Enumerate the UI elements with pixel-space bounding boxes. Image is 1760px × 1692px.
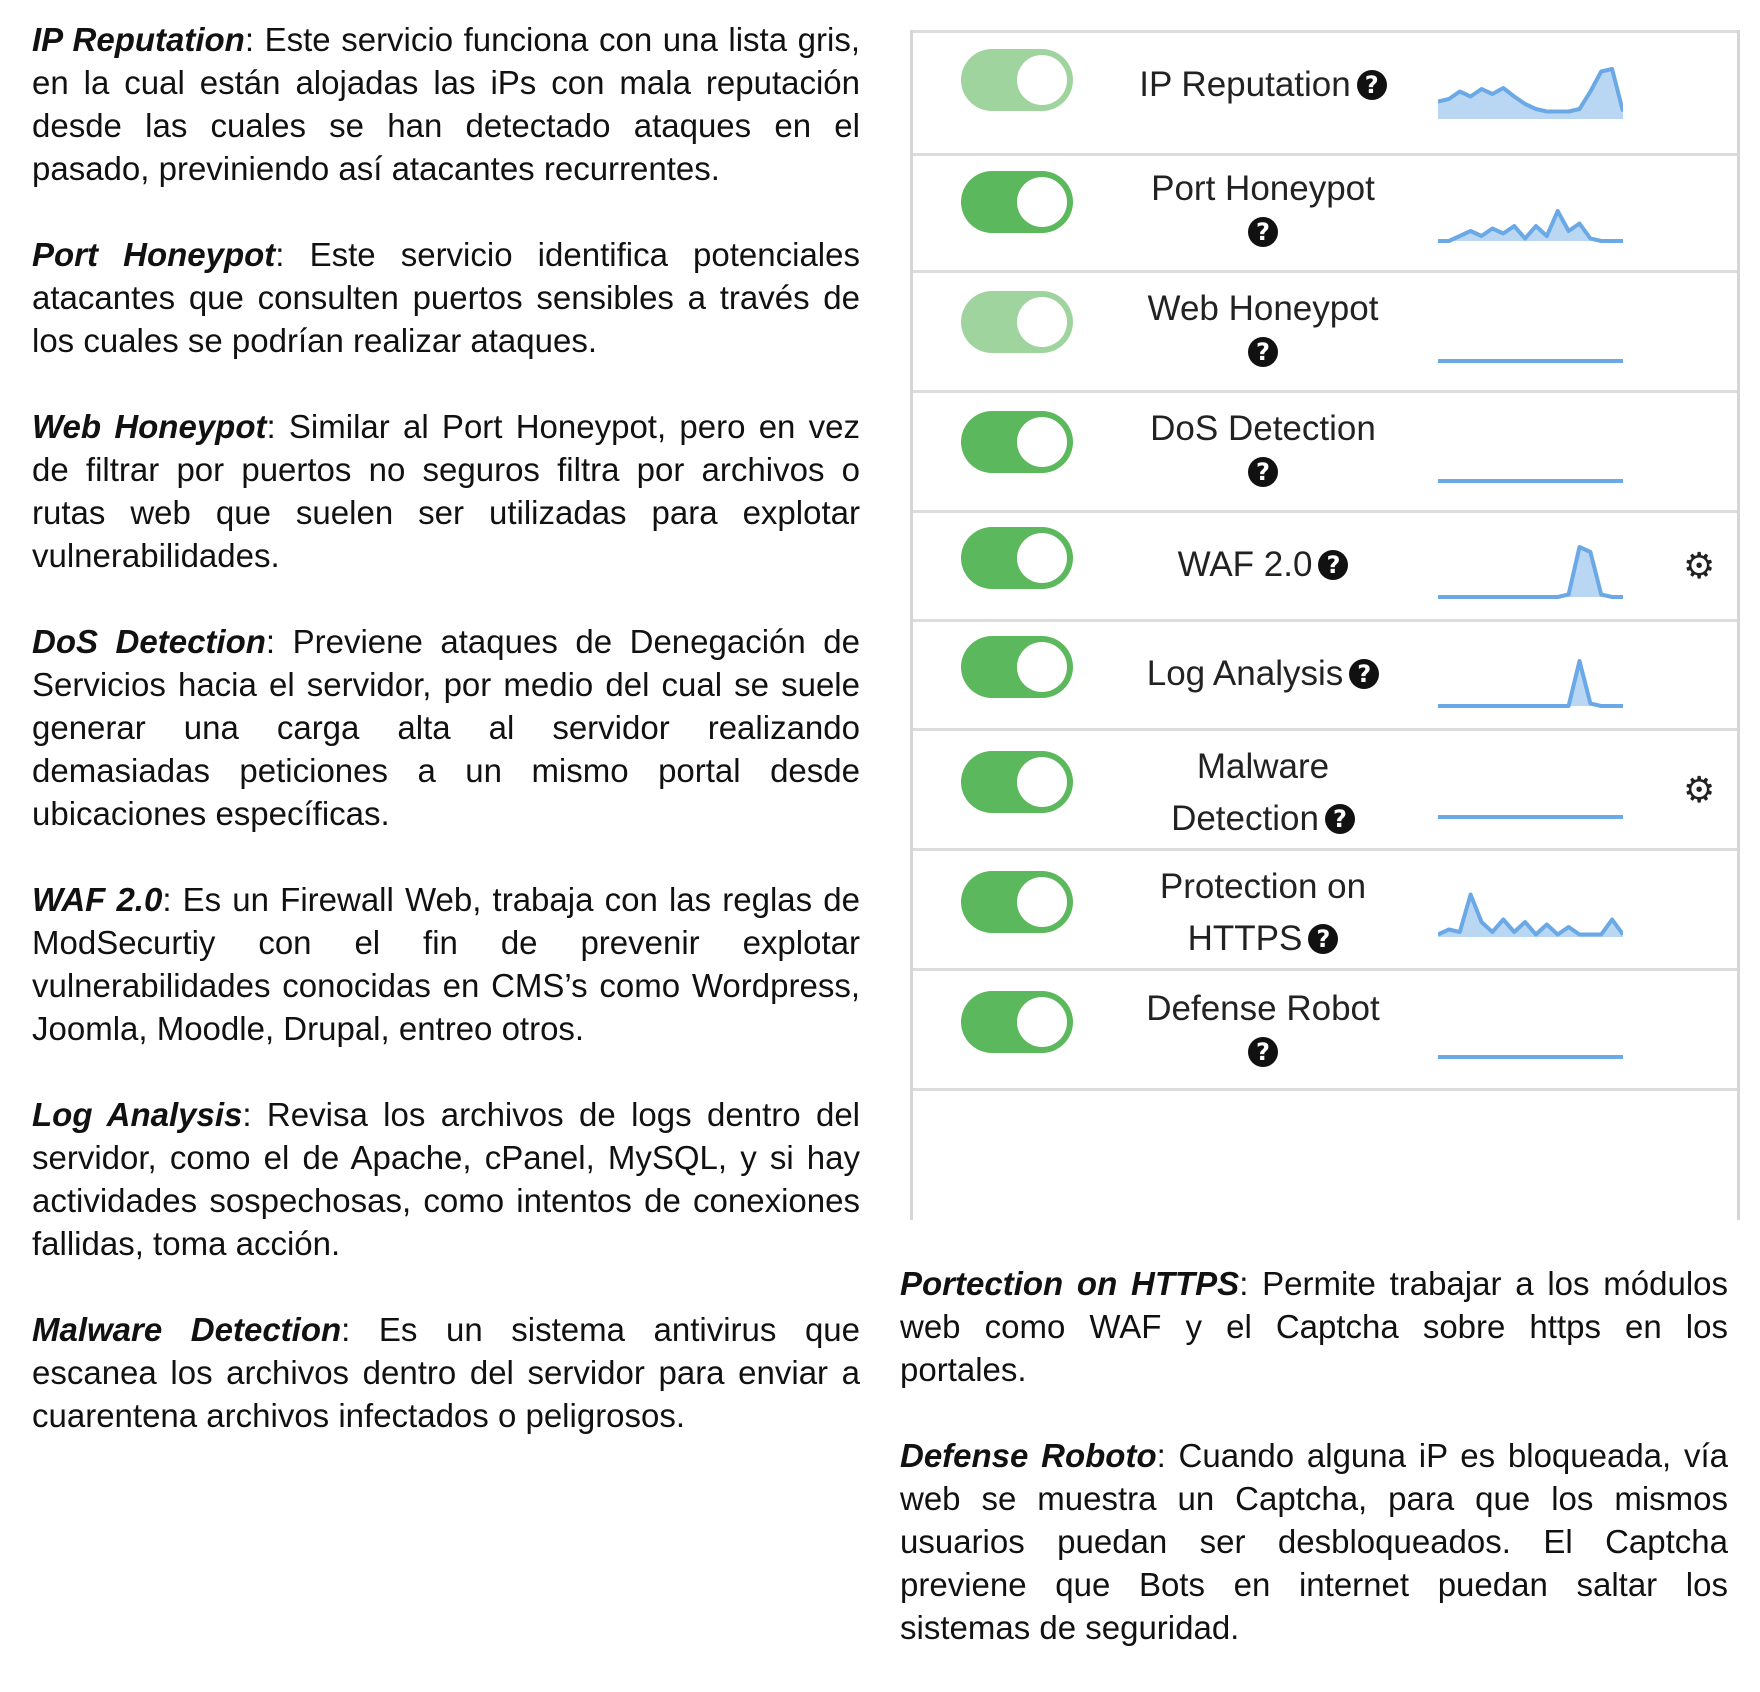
service-label: Protection on HTTPS ? [1159, 867, 1367, 958]
service-label: Defense Robot ? [1146, 989, 1380, 1066]
sparkline-log-analysis [1438, 652, 1623, 712]
sparkline-dos-detection [1438, 427, 1623, 487]
sparkline-area [1438, 661, 1623, 706]
sparkline-web-honeypot [1438, 307, 1623, 367]
service-row-waf [913, 513, 1737, 622]
toggle-dos-detection[interactable] [961, 411, 1073, 473]
question-circle-icon[interactable]: ? [1318, 550, 1348, 580]
paragraph-defense-robot: Defense Roboto: Cuando alguna iP es bloqueada, vía web se muestra un Captcha, para que los mismos usuarios puedan ser desbloqueados. El Captcha previene que Bots en internet puedan saltar los sistemas de seguridad. [900, 1437, 1728, 1646]
sparkline-ip-reputation [1438, 65, 1623, 125]
left-text-column [32, 18, 860, 1480]
toggle-waf[interactable] [961, 527, 1073, 589]
service-label: Log Analysis ? [1113, 648, 1413, 700]
question-circle-icon[interactable]: ? [1248, 457, 1278, 487]
toggle-knob [1017, 757, 1067, 807]
paragraph-port-honeypot: Port Honeypot: Este servicio identifica potenciales atacantes que consulten puertos sensibles a través de los cuales se podrían realizar ataques. [32, 236, 860, 359]
toggle-knob [1017, 177, 1067, 227]
toggle-port-honeypot[interactable] [961, 171, 1073, 233]
toggle-ip-reputation[interactable] [961, 49, 1073, 111]
paragraph-ip-reputation: IP Reputation: Este servicio funciona con una lista gris, en la cual están alojadas las iPs con mala reputación desde las cuales se han detectado ataques en el pasado, previniendo así atacantes recurrentes. [32, 21, 860, 187]
question-circle-icon[interactable]: ? [1248, 217, 1278, 247]
toggle-knob [1017, 533, 1067, 583]
toggle-defense-robot[interactable] [961, 991, 1073, 1053]
gear-icon[interactable]: ⚙ [1683, 546, 1716, 587]
service-label: Port Honeypot ? [1151, 169, 1375, 246]
service-row-web-honeypot [913, 273, 1737, 393]
toggle-knob [1017, 642, 1067, 692]
question-circle-icon[interactable]: ? [1349, 659, 1379, 689]
toggle-web-honeypot[interactable] [961, 291, 1073, 353]
service-row-dos-detection [913, 393, 1737, 513]
service-label: DoS Detection ? [1150, 409, 1376, 486]
paragraph-waf: WAF 2.0: Es un Firewall Web, trabaja con las reglas de ModSecurtiy con el fin de prevenir explotar vulnerabilidades conocidas en CMS’s como Wordpress, Joomla, Moodle, Drupal, entreo otros. [32, 881, 861, 1047]
service-row-defense-robot [913, 971, 1737, 1091]
toggle-knob [1017, 997, 1067, 1047]
sparkline-line [1438, 661, 1623, 706]
service-row-port-honeypot [913, 153, 1737, 273]
toggle-log-analysis[interactable] [961, 636, 1073, 698]
gear-icon[interactable]: ⚙ [1683, 770, 1716, 811]
service-row-log-analysis [913, 622, 1737, 731]
toggle-knob [1017, 297, 1067, 347]
paragraph-malware-detection: Malware Detection: Es un sistema antivirus que escanea los archivos dentro del servidor para enviar a cuarentena archivos infectados o peligrosos. [32, 1311, 860, 1434]
sparkline-waf [1438, 543, 1623, 603]
sparkline-area [1438, 211, 1623, 241]
service-row-ip-reputation [913, 30, 1737, 156]
sparkline-protection-https [1438, 883, 1623, 943]
question-circle-icon[interactable]: ? [1248, 1037, 1278, 1067]
paragraph-web-honeypot: Web Honeypot: Similar al Port Honeypot, pero en vez de filtrar por puertos no seguros filtra por archivos o rutas web que suelen ser utilizadas para explotar vulnerabilidades. [32, 408, 861, 574]
question-circle-icon[interactable]: ? [1357, 70, 1387, 100]
service-label: Malware Detection ? [1113, 741, 1413, 845]
sparkline-port-honeypot [1438, 187, 1623, 247]
toggle-knob [1017, 877, 1067, 927]
toggle-knob [1017, 55, 1067, 105]
toggle-malware-detection[interactable] [961, 751, 1073, 813]
sparkline-defense-robot [1438, 1003, 1623, 1063]
toggle-knob [1017, 417, 1067, 467]
question-circle-icon[interactable]: ? [1325, 804, 1355, 834]
service-label: Web Honeypot ? [1147, 289, 1379, 366]
sparkline-malware-detection [1438, 763, 1623, 823]
service-label: WAF 2.0 ? [1113, 539, 1413, 591]
question-circle-icon[interactable]: ? [1248, 337, 1278, 367]
service-label: IP Reputation ? [1113, 59, 1413, 111]
services-panel [910, 30, 1740, 1220]
question-circle-icon[interactable]: ? [1308, 924, 1338, 954]
service-row-protection-https [913, 851, 1737, 971]
paragraph-protection-https: Portection on HTTPS: Permite trabajar a los módulos web como WAF y el Captcha sobre https en los portales. [900, 1265, 1729, 1388]
paragraph-log-analysis: Log Analysis: Revisa los archivos de logs dentro del servidor, como el de Apache, cPanel, MySQL, y si hay actividades sospechosas, como intentos de conexiones fallidas, toma acción. [32, 1096, 860, 1262]
paragraph-dos-detection: DoS Detection: Previene ataques de Denegación de Servicios hacia el servidor, por medio del cual se suele generar una carga alta al servidor realizando demasiadas peticiones a un mismo portal desde ubicaciones específicas. [32, 623, 861, 832]
right-text-column [900, 1262, 1728, 1692]
service-row-malware-detection [913, 731, 1737, 851]
toggle-protection-https[interactable] [961, 871, 1073, 933]
